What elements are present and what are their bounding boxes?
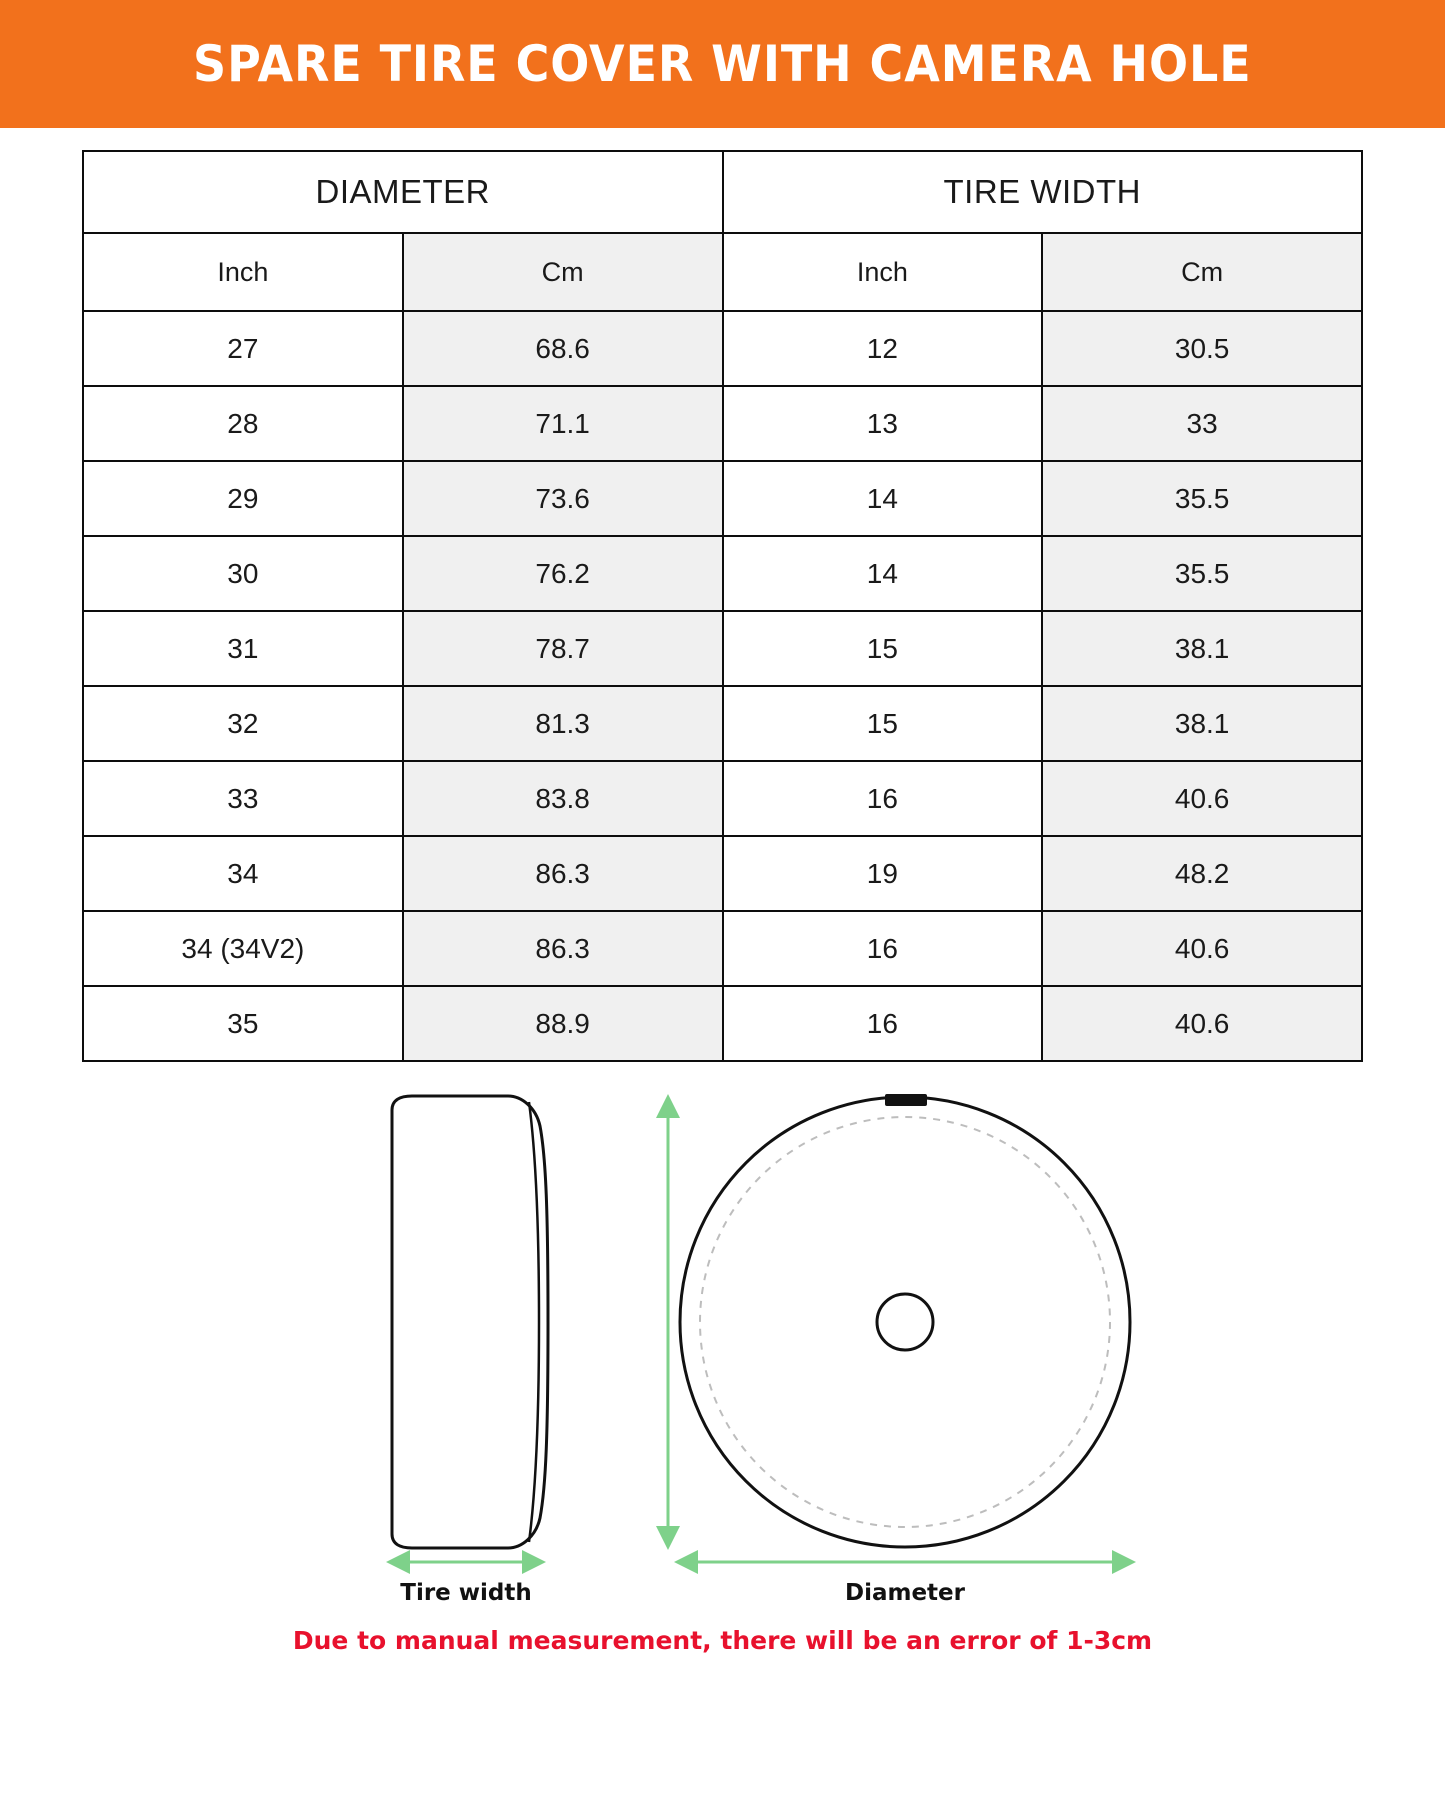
sub-header-diameter-cm: Cm: [403, 233, 723, 311]
page-header-banner: [0, 0, 1445, 128]
cell-diameter-cm: 71.1: [403, 386, 723, 461]
product-diagram: [0, 1092, 1445, 1612]
cell-diameter-inch: 34: [83, 836, 403, 911]
cell-width-cm: 38.1: [1042, 611, 1362, 686]
camera-slot: [885, 1094, 927, 1106]
diameter-label: Diameter: [845, 1580, 965, 1606]
cell-width-inch: 14: [723, 536, 1043, 611]
table-row: [83, 611, 1362, 686]
cell-width-inch: 16: [723, 761, 1043, 836]
cell-width-inch: 19: [723, 836, 1043, 911]
cell-diameter-inch: 29: [83, 461, 403, 536]
cell-width-cm: 40.6: [1042, 986, 1362, 1061]
cell-width-cm: 40.6: [1042, 761, 1362, 836]
cell-diameter-inch: 32: [83, 686, 403, 761]
size-table: [82, 150, 1363, 1062]
cell-width-cm: 48.2: [1042, 836, 1362, 911]
table-row: [83, 761, 1362, 836]
cell-width-inch: 13: [723, 386, 1043, 461]
measurement-footnote: Due to manual measurement, there will be an error of 1-3cm: [292, 1626, 1153, 1655]
table-row: [83, 311, 1362, 386]
table-row: [83, 461, 1362, 536]
cell-width-inch: 16: [723, 911, 1043, 986]
cell-diameter-cm: 76.2: [403, 536, 723, 611]
cell-diameter-cm: 83.8: [403, 761, 723, 836]
cell-diameter-inch: 28: [83, 386, 403, 461]
cell-diameter-cm: 81.3: [403, 686, 723, 761]
cell-width-inch: 15: [723, 686, 1043, 761]
cell-diameter-inch: 30: [83, 536, 403, 611]
page-title: SPARE TIRE COVER WITH CAMERA HOLE: [193, 35, 1252, 93]
cell-width-cm: 35.5: [1042, 536, 1362, 611]
cell-width-inch: 14: [723, 461, 1043, 536]
cell-diameter-inch: 31: [83, 611, 403, 686]
camera-hole: [877, 1294, 933, 1350]
cell-width-cm: 38.1: [1042, 686, 1362, 761]
cell-diameter-inch: 34 (34V2): [83, 911, 403, 986]
table-sub-header-row: [83, 233, 1362, 311]
cell-diameter-inch: 27: [83, 311, 403, 386]
group-header-tire-width: TIRE WIDTH: [723, 151, 1363, 233]
table-row: [83, 911, 1362, 986]
table-row: [83, 386, 1362, 461]
cell-diameter-cm: 78.7: [403, 611, 723, 686]
sub-header-diameter-inch: Inch: [83, 233, 403, 311]
cell-width-inch: 12: [723, 311, 1043, 386]
sub-header-width-inch: Inch: [723, 233, 1043, 311]
table-row: [83, 986, 1362, 1061]
cell-diameter-inch: 33: [83, 761, 403, 836]
cell-diameter-cm: 73.6: [403, 461, 723, 536]
size-table-container: [0, 128, 1445, 1062]
front-view-shape: [680, 1094, 1130, 1547]
tire-width-label: Tire width: [400, 1580, 532, 1606]
sub-header-width-cm: Cm: [1042, 233, 1362, 311]
cell-width-cm: 40.6: [1042, 911, 1362, 986]
cell-diameter-inch: 35: [83, 986, 403, 1061]
cell-width-inch: 15: [723, 611, 1043, 686]
diagram-svg: [0, 1092, 1445, 1612]
group-header-diameter: DIAMETER: [83, 151, 723, 233]
table-row: [83, 836, 1362, 911]
table-group-header-row: [83, 151, 1362, 233]
cell-diameter-cm: 86.3: [403, 911, 723, 986]
cell-width-cm: 35.5: [1042, 461, 1362, 536]
cell-diameter-cm: 86.3: [403, 836, 723, 911]
cell-width-cm: 33: [1042, 386, 1362, 461]
table-row: [83, 536, 1362, 611]
side-view-shape: [392, 1096, 548, 1548]
cell-diameter-cm: 68.6: [403, 311, 723, 386]
cell-width-cm: 30.5: [1042, 311, 1362, 386]
cell-width-inch: 16: [723, 986, 1043, 1061]
cell-diameter-cm: 88.9: [403, 986, 723, 1061]
table-row: [83, 686, 1362, 761]
